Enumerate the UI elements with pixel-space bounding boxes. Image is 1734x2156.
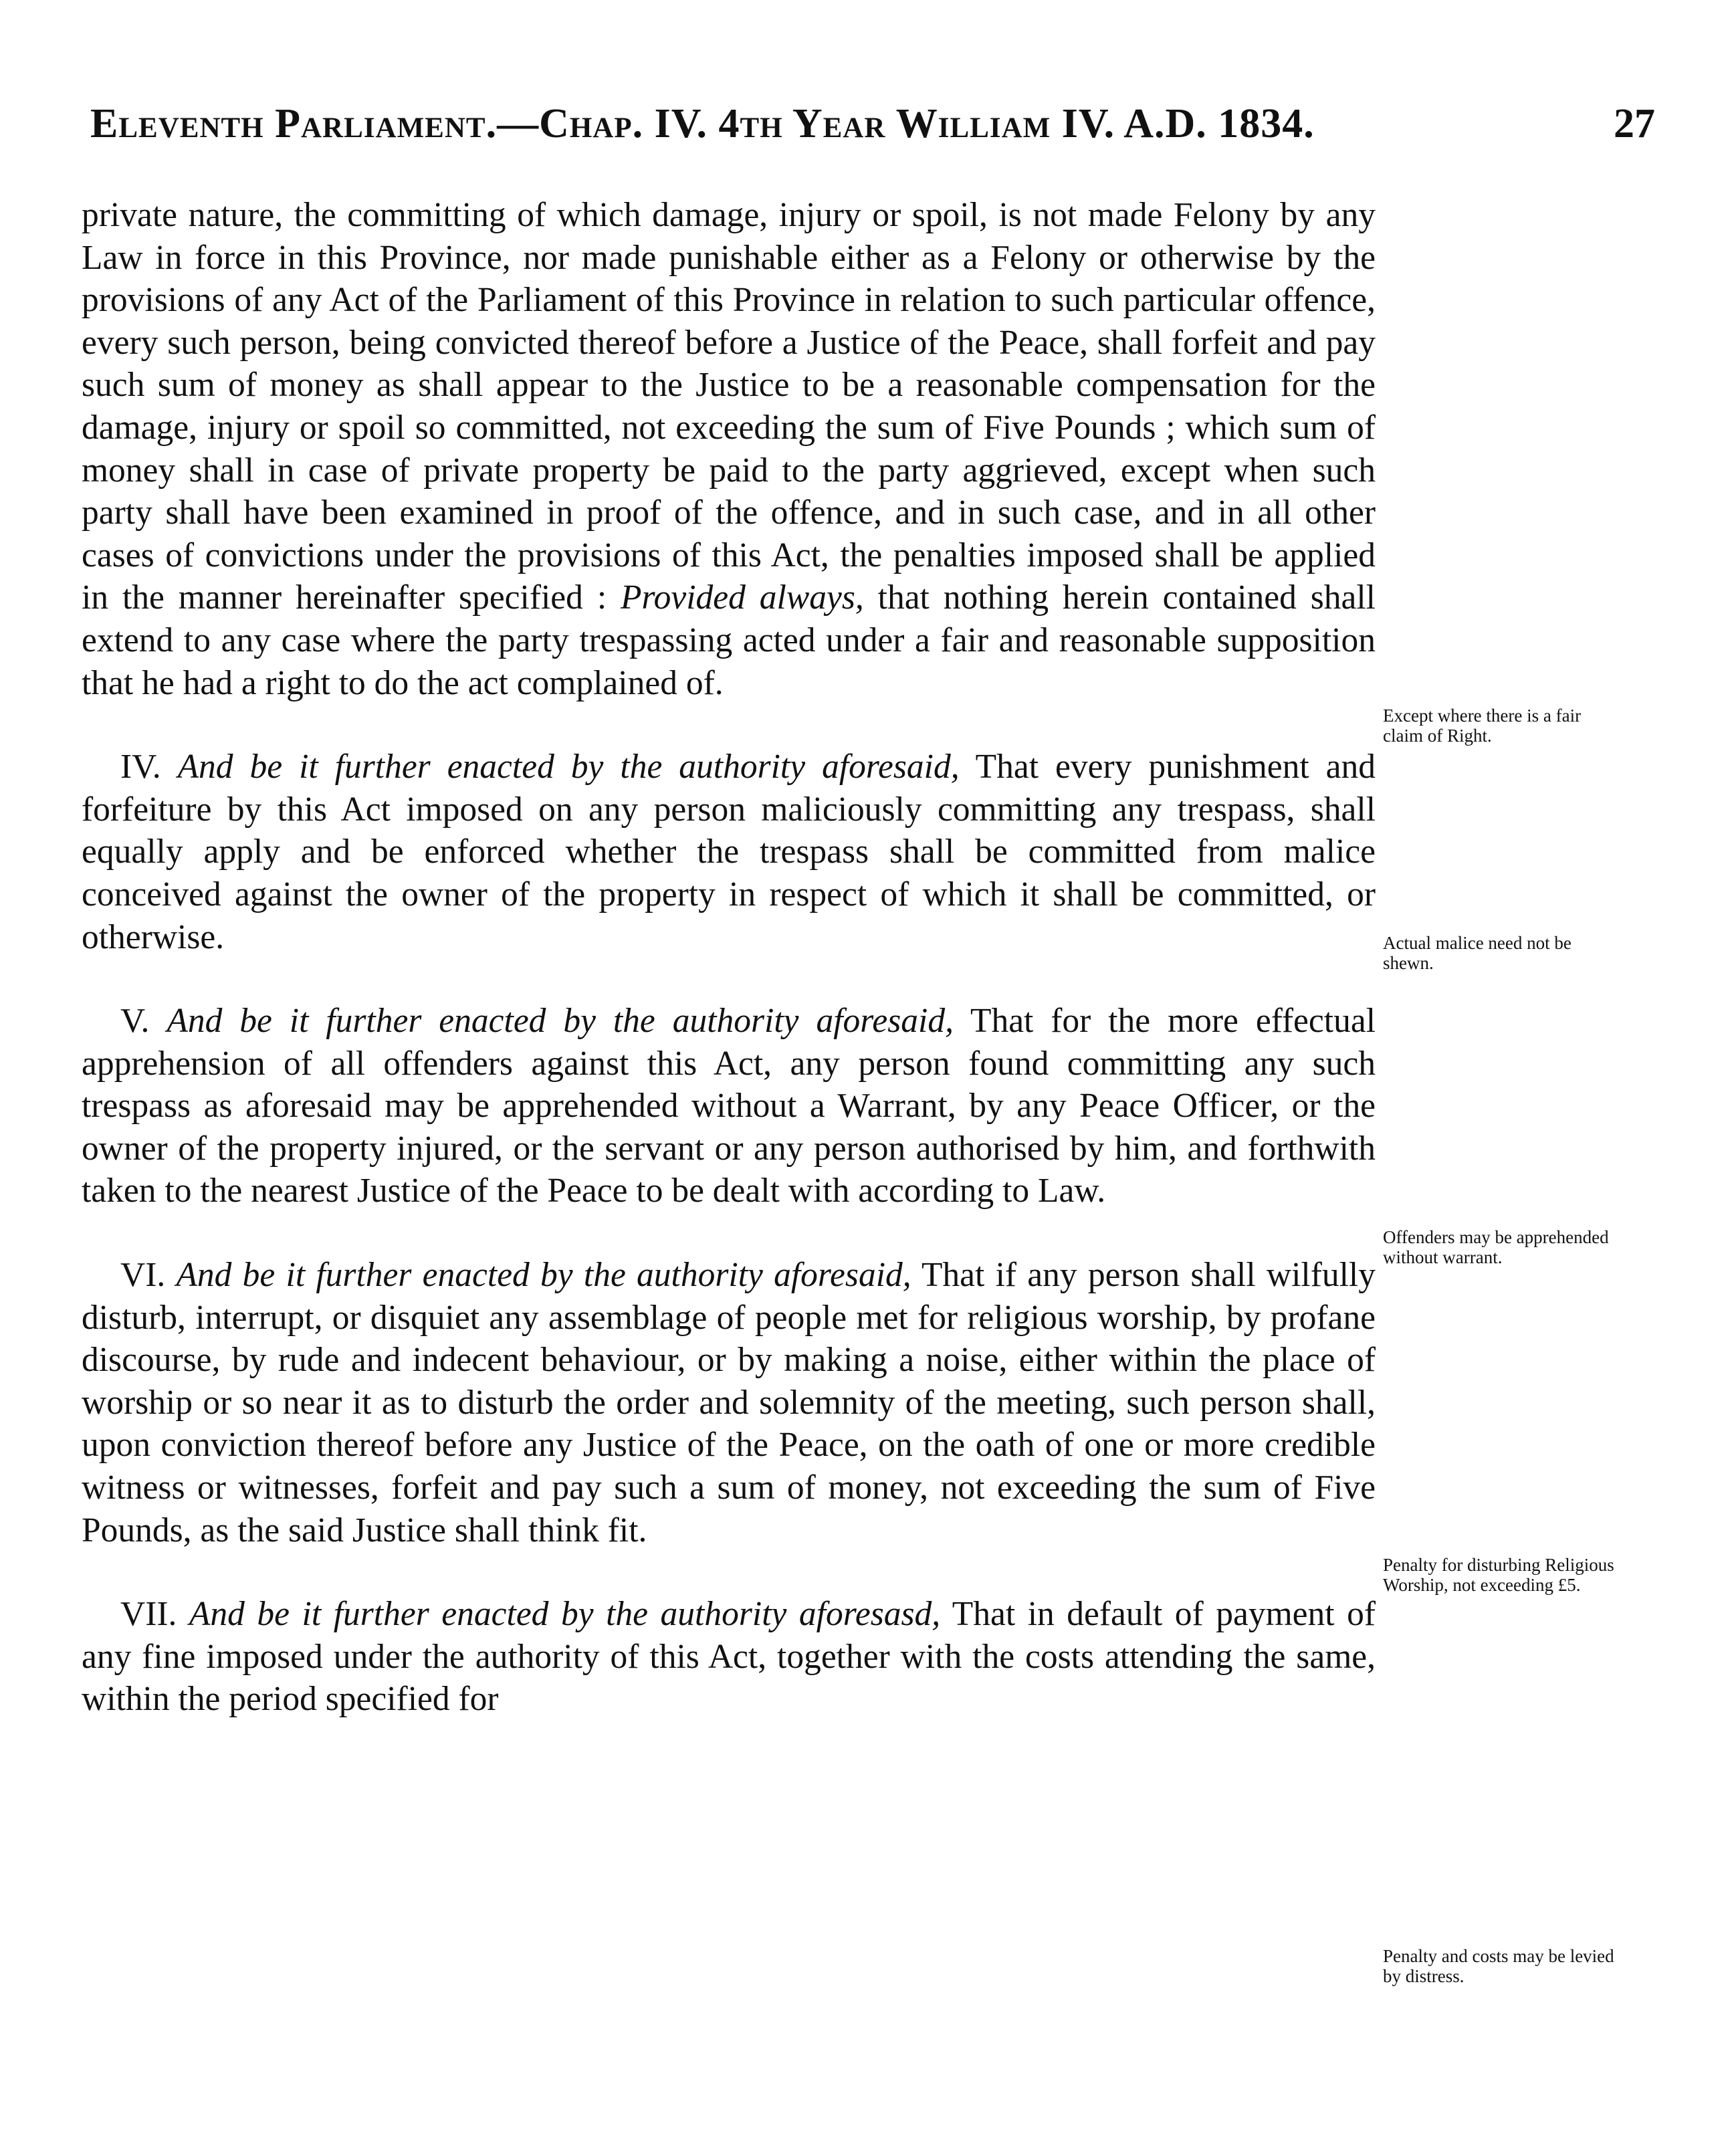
section-iii-text: private nature, the committing of which damage, injury or spoil, is not made Felony by any Law in force in this Province, nor made punishable either as a Felony or otherwise by the provisions of any Act of the Parliament of this Province in relation to such particular offence, every such person, being convicted thereof before a Justice of the Peace, shall forfeit and pay such sum of money as shall appear to the Justice to be a reasonable compensation for the damage, injury or spoil so committed, not exceeding the sum of Five Pounds ; which sum of money shall in case of private property be paid to the party aggrieved, except when such party shall have been examined in proof of the offence, and in such case, and in all other cases of convictions under the provisions of this Act, the penalties imposed shall be applied in the manner hereinafter specified : xyxy=(82,196,1376,617)
margin-note-worship: Penalty for disturbing Religious Worship, not exceeding £5. xyxy=(1383,1555,1614,1595)
section-text: That if any person shall wilfully disturb, interrupt, or disquiet any assemblage of people met for religious worship, by profane discourse, by rude and indecent behaviour, or by making a noise, either within the place of worship or so near it as to disturb the order and solemnity of the meeting, such person shall, upon conviction thereof before any Justice of the Peace, on the oath of one or more credible witness or witnesses, forfeit and pay such a sum of money, not exceeding the sum of Five Pounds, as the said Justice shall think fit. xyxy=(82,1256,1376,1549)
enacting-clause: And be it further enacted by the authority aforesaid, xyxy=(177,748,960,786)
section-v xyxy=(82,1000,1376,1212)
section-vi xyxy=(82,1254,1376,1551)
statute-text xyxy=(82,194,1376,1721)
proviso-lead: Provided always, xyxy=(621,578,864,617)
section-text: That every punishment and forfeiture by this Act imposed on any person maliciously committing any trespass, shall equally apply and be enforced whether the trespass shall be committed from malice conceived against the owner of the property in respect of which it shall be committed, or otherwise. xyxy=(82,748,1376,956)
enacting-clause: And be it further enacted by the authority aforesasd, xyxy=(189,1595,941,1634)
proviso-text: that nothing herein contained shall extend to any case where the party trespassing acted under a fair and reasonable supposition that he had a right to do the act complained of. xyxy=(82,578,1376,702)
margin-note-distress: Penalty and costs may be levied by distress. xyxy=(1383,1946,1614,1986)
enacting-clause: And be it further enacted by the authority aforesaid, xyxy=(167,1002,954,1041)
continued-section-iii xyxy=(82,194,1376,704)
section-text: That for the more effectual apprehension of all offenders against this Act, any person found committing any such trespass as aforesaid may be apprehended without a Warrant, by any Peace Officer, or the owner of the property injured, or the servant or any person authorised by him, and forthwith taken to the nearest Justice of the Peace to be dealt with according to Law. xyxy=(82,1002,1376,1210)
section-iv xyxy=(82,746,1376,958)
section-text: That in default of payment of any fine imposed under the authority of this Act, together with the costs attending the same, within the period specified for xyxy=(82,1595,1376,1719)
enacting-clause: And be it further enacted by the authority aforesaid, xyxy=(176,1256,911,1295)
running-head: Eleventh Parliament.—Chap. IV. 4th Year William IV. A.D. 1834. xyxy=(90,101,1315,146)
section-number: IV. xyxy=(120,748,161,786)
section-number: V. xyxy=(120,1002,150,1041)
section-vii xyxy=(82,1593,1376,1721)
margin-note-fair-claim: Except where there is a fair claim of Right. xyxy=(1383,706,1582,746)
page-header xyxy=(90,100,1655,160)
section-number: VI. xyxy=(120,1256,166,1295)
margin-note-apprehension: Offenders may be apprehended without warrant. xyxy=(1383,1227,1609,1267)
page-number: 27 xyxy=(1614,101,1655,146)
section-number: VII. xyxy=(120,1595,177,1634)
margin-note-malice: Actual malice need not be shewn. xyxy=(1383,933,1572,973)
